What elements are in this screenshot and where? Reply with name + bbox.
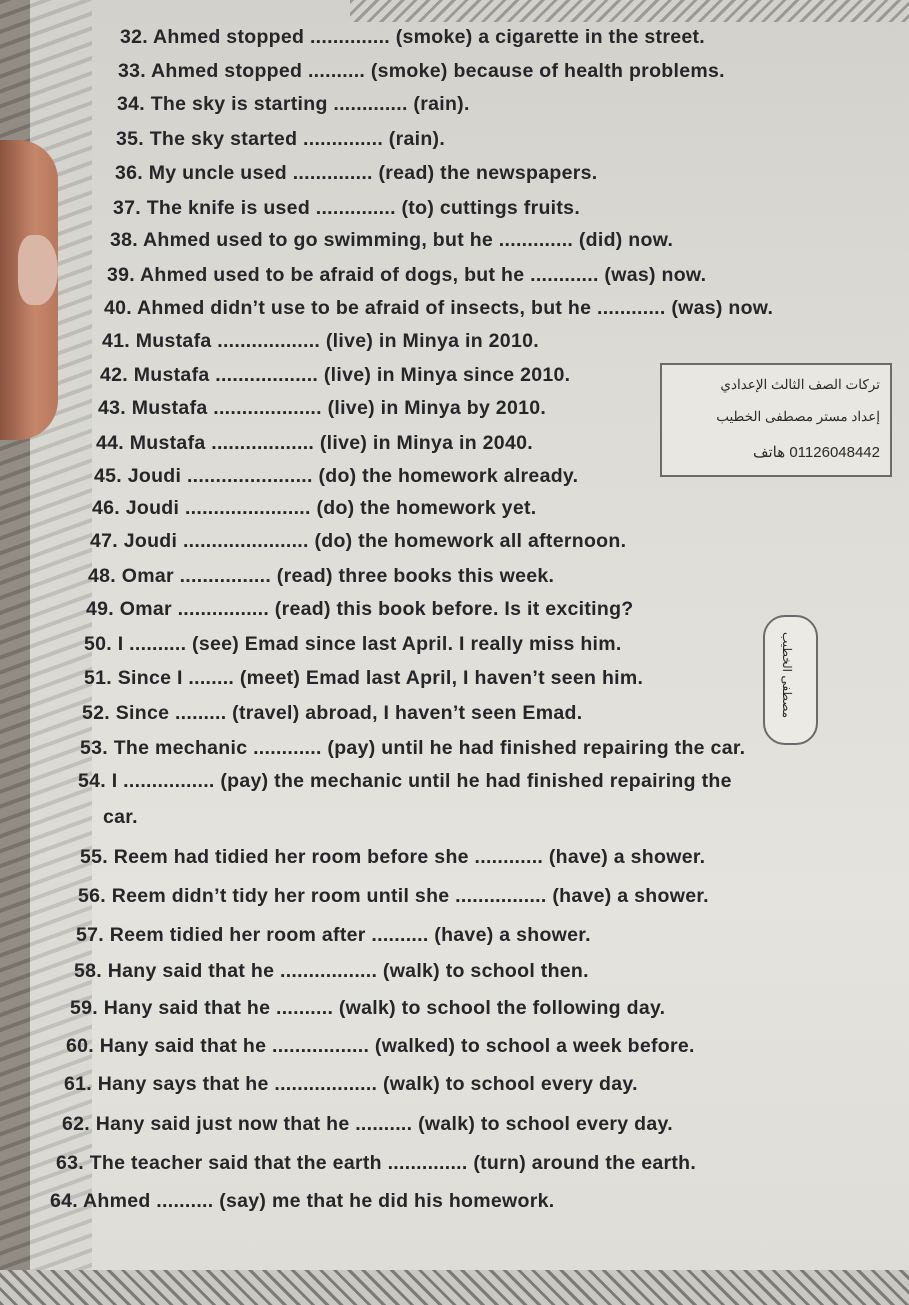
question-33: 33. Ahmed stopped .......... (smoke) because of health problems. (118, 60, 725, 82)
question-50: 50. I .......... (see) Emad since last April. I really miss him. (84, 633, 622, 655)
question-59: 59. Hany said that he .......... (walk) to school the following day. (70, 997, 666, 1019)
question-40: 40. Ahmed didn’t use to be afraid of insects, but he ............ (was) now. (104, 297, 774, 319)
question-54: 54. I ................ (pay) the mechanic until he had finished repairing the (78, 770, 732, 792)
question-49: 49. Omar ................ (read) this book before. Is it exciting? (86, 598, 634, 620)
ad-phone: 01126048442 هاتف (752, 444, 880, 461)
question-62: 62. Hany said just now that he .......... (walk) to school every day. (62, 1113, 673, 1135)
question-60: 60. Hany said that he ................. (walked) to school a week before. (66, 1035, 695, 1057)
question-54-continued: car. (103, 806, 138, 828)
question-53: 53. The mechanic ............ (pay) until he had finished repairing the car. (80, 737, 746, 759)
question-56: 56. Reem didn’t tidy her room until she ................ (have) a shower. (78, 885, 709, 907)
question-47: 47. Joudi ...................... (do) the homework all afternoon. (90, 530, 627, 552)
question-38: 38. Ahmed used to go swimming, but he ............. (did) now. (110, 229, 674, 251)
question-43: 43. Mustafa ................... (live) in Minya by 2010. (98, 397, 547, 419)
question-55: 55. Reem had tidied her room before she ............ (have) a shower. (80, 846, 706, 868)
question-64: 64. Ahmed .......... (say) me that he did his homework. (50, 1190, 555, 1212)
teacher-ad-box (660, 363, 892, 477)
question-61: 61. Hany says that he .................. (walk) to school every day. (64, 1073, 638, 1095)
question-45: 45. Joudi ...................... (do) the homework already. (94, 465, 579, 487)
question-34: 34. The sky is starting ............. (rain). (117, 93, 470, 115)
question-57: 57. Reem tidied her room after .......... (have) a shower. (76, 924, 591, 946)
question-44: 44. Mustafa .................. (live) in Minya in 2040. (96, 432, 533, 454)
question-32: 32. Ahmed stopped .............. (smoke) a cigarette in the street. (120, 26, 706, 48)
question-37: 37. The knife is used .............. (to) cuttings fruits. (113, 197, 581, 219)
question-41: 41. Mustafa .................. (live) in Minya in 2010. (102, 330, 539, 352)
ad-line-2: إعداد مستر مصطفى الخطيب (716, 409, 880, 424)
question-63: 63. The teacher said that the earth .............. (turn) around the earth. (56, 1152, 697, 1174)
ad-line-1: تركات الصف الثالث الإعدادي (720, 377, 880, 392)
question-42: 42. Mustafa .................. (live) in Minya since 2010. (100, 364, 571, 386)
question-51: 51. Since I ........ (meet) Emad last April, I haven’t seen him. (84, 667, 644, 689)
question-39: 39. Ahmed used to be afraid of dogs, but he ............ (was) now. (107, 264, 707, 286)
finger-nail (18, 235, 58, 305)
decorative-border-top (350, 0, 909, 22)
decorative-border-bottom (0, 1270, 909, 1305)
question-35: 35. The sky started .............. (rain). (116, 128, 446, 150)
question-46: 46. Joudi ...................... (do) the homework yet. (92, 497, 537, 519)
question-36: 36. My uncle used .............. (read) the newspapers. (115, 162, 598, 184)
question-48: 48. Omar ................ (read) three books this week. (88, 565, 555, 587)
question-58: 58. Hany said that he ................. (walk) to school then. (74, 960, 589, 982)
question-52: 52. Since ......... (travel) abroad, I haven’t seen Emad. (82, 702, 583, 724)
teacher-stamp (763, 615, 818, 745)
stamp-text: مصطفى الخطيب (780, 632, 794, 719)
